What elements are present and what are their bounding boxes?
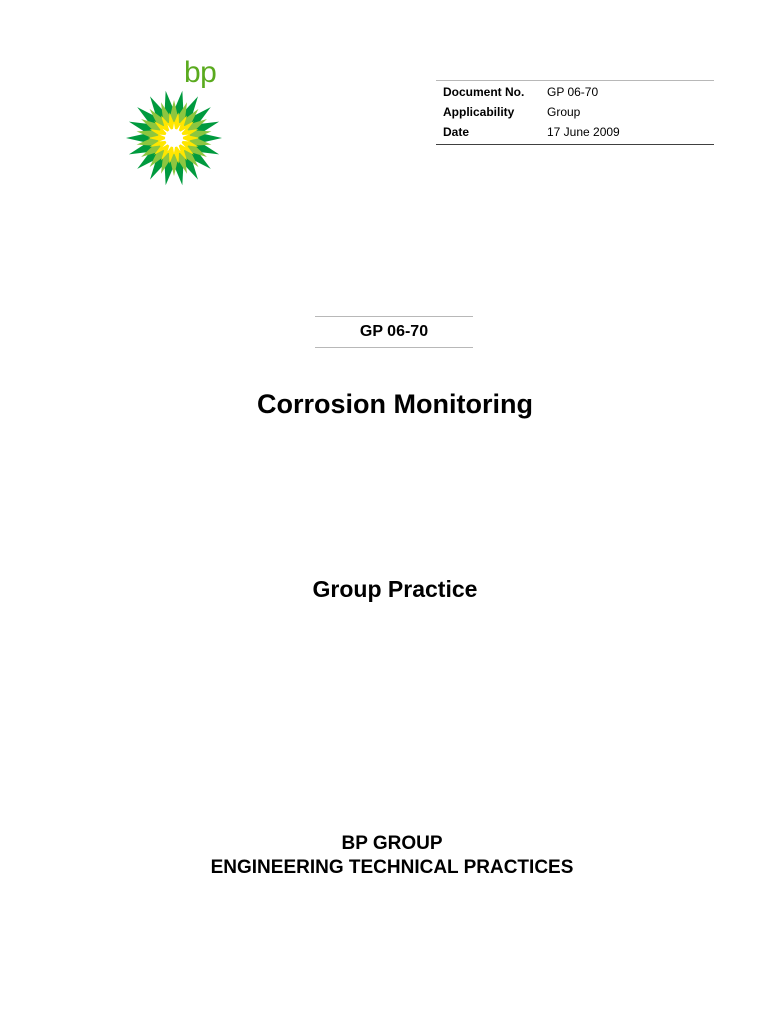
bp-logo [120, 58, 230, 188]
bp-wordmark: bp [184, 56, 217, 89]
footer-line-2: ENGINEERING TECHNICAL PRACTICES [210, 857, 574, 878]
applicability-row [436, 102, 714, 122]
document-subtitle: Group Practice [312, 576, 478, 602]
document-title: Corrosion Monitoring [257, 389, 533, 419]
date-value: 17 June 2009 [547, 125, 620, 139]
date-row [436, 122, 714, 142]
document-number-value: GP 06-70 [547, 85, 599, 99]
document-code: GP 06-70 [315, 316, 473, 348]
document-info-table [436, 80, 714, 145]
date-label: Date [443, 125, 470, 139]
applicability-value: Group [547, 105, 581, 119]
applicability-label: Applicability [443, 105, 515, 119]
document-number-row [436, 82, 714, 102]
footer-line-1: BP GROUP [341, 833, 443, 854]
helios-sunburst-icon [124, 88, 224, 188]
document-number-label: Document No. [443, 85, 525, 99]
footer-heading [0, 832, 768, 880]
